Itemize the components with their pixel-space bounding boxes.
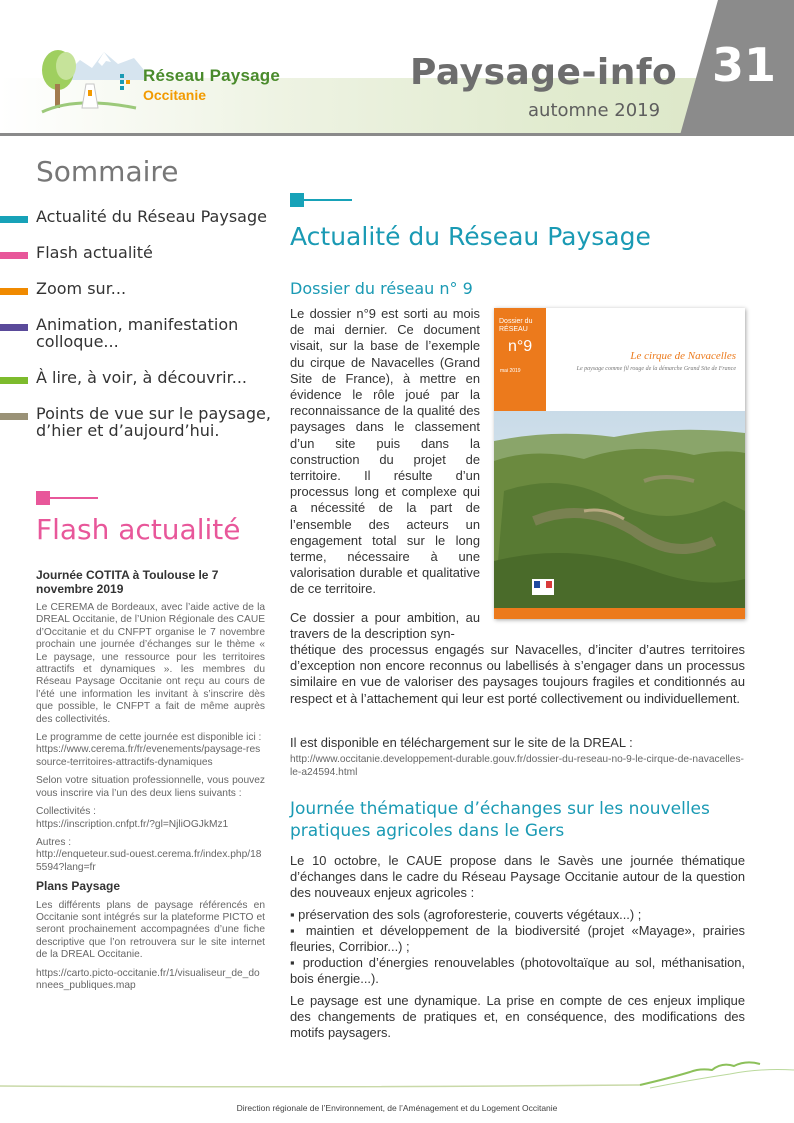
cover-number: n°9	[508, 338, 533, 355]
green-bar-icon	[0, 377, 28, 384]
cotita-program-link[interactable]: Le programme de cette journée est disponible ici : https://www.cerema.fr/fr/evenements/paysage-ressource-territoires-attractifs-dynamiques	[36, 732, 262, 768]
toc-item[interactable]	[0, 316, 275, 350]
issue-number: 31	[712, 38, 777, 92]
cover-footer	[494, 608, 745, 619]
flash-content	[36, 569, 265, 992]
cotita-paragraph: Le CEREMA de Bordeaux, avec l’aide active de la DREAL Occitanie, de l’Union Régionale des CAUE d’Occitanie et du CNFPT organise le 7 novembre prochain une journée d’échanges sur le thème « Le paysage, une ressource pour les territoires attractifs et dynamiques ». les membres du Réseau Paysage Occitanie ont reçu au cours de l’été une information les invitant à s’inscrire dès que possible, le CNFPT a fait de même auprès des collectivités.	[36, 602, 265, 725]
download-text: Il est disponible en téléchargement sur le site de la DREAL :	[290, 735, 633, 750]
toc-label: Zoom sur...	[36, 279, 127, 298]
toc-item[interactable]	[0, 280, 275, 297]
cover-subtitle: Le paysage comme fil rouge de la démarche Grand Site de France	[576, 366, 736, 372]
toc-item[interactable]	[0, 244, 275, 261]
footer-landscape-line-icon	[0, 1058, 794, 1092]
toc-item[interactable]	[0, 208, 275, 225]
pink-bar-icon	[0, 252, 28, 259]
logo-subtitle: Occitanie	[143, 87, 207, 103]
autres-label: Autres :	[36, 836, 72, 848]
journee-heading: Journée thématique d’échanges sur les nouvelles pratiques agricoles dans le Gers	[290, 799, 710, 841]
journee-content	[290, 853, 745, 1046]
orange-bar-icon	[0, 288, 28, 295]
issue-season: automne 2019	[528, 100, 661, 121]
cotita-heading: Journée COTITA à Toulouse le 7 novembre 2019	[36, 568, 219, 596]
collectivites-link[interactable]: https://inscription.cnfpt.fr/?gl=NjliOGJkMz1	[36, 818, 229, 830]
dossier-paragraph-2b: thétique des processus engagés sur Navacelles, d’inciter d’autres territoires d’exception non encore reconnus ou labellisés à s’engager dans un processus similaire en vue de valoriser des paysages toujours fragiles et conditionnés au respect et à l’attachement qui leur est porté collectivement ou individuellement.	[290, 642, 745, 706]
table-of-contents	[0, 208, 275, 439]
journee-bullet: ▪ maintien et développement de la biodiversité (projet «Mayage», prairies fleuries, Corribior...) ;	[290, 922, 745, 955]
journee-bullet: ▪ préservation des sols (agroforesterie, couverts végétaux...) ;	[290, 906, 642, 922]
plans-link[interactable]: https://carto.picto-occitanie.fr/1/visualiseur_de_donnees_publiques.map	[36, 967, 260, 992]
dossier-cover-image[interactable]	[494, 308, 745, 619]
sommaire-title: Sommaire	[36, 155, 179, 188]
reseau-paysage-logo-icon	[36, 36, 146, 116]
journee-bullet: ▪ production d’énergies renouvelables (photovoltaïque au sol, méthanisation, bois énergie...).	[290, 955, 745, 987]
logo-name: Réseau Paysage	[143, 66, 280, 85]
republique-francaise-flag-icon	[532, 579, 554, 595]
purple-bar-icon	[0, 324, 28, 331]
dossier-paragraph-2a: Ce dossier a pour ambition, au travers de la description syn-	[290, 610, 480, 642]
plans-heading: Plans Paysage	[36, 879, 121, 894]
cotita-registration-text: Selon votre situation professionnelle, vous pouvez vous inscrire via l’un des deux liens suivants :	[36, 775, 265, 799]
toc-label: À lire, à voir, à découvrir...	[36, 368, 247, 387]
autres-link[interactable]: http://enqueteur.sud-ouest.cerema.fr/index.php/185594?lang=fr	[36, 849, 262, 873]
footer-credit: Direction régionale de l’Environnement, de l’Aménagement et du Logement Occitanie	[236, 1103, 558, 1113]
teal-bar-icon	[0, 216, 28, 223]
toc-label: Animation, manifestation colloque...	[36, 315, 239, 351]
dossier-heading: Dossier du réseau n° 9	[290, 279, 473, 298]
journee-conclusion: Le paysage est une dynamique. La prise en compte de ces enjeux implique des changements de pratiques et, en conséquence, des modifications des motifs paysagers.	[290, 992, 745, 1041]
toc-label: Points de vue sur le paysage, d’hier et d’aujourd’hui.	[36, 404, 271, 440]
dossier-paragraph: Le dossier n°9 est sorti au mois de mai dernier. Ce document visait, sur la base de l’exemple du cirque de Navacelles (Grand Site de France), à mettre en évidence le rôle joué par la reconnaissance de la qualité des paysages dans le classement d’un site puis dans la construction du projet de territoire. Il résulte d’un processus long et complexe qui a nécessité de la part de l’ensemble des acteurs un engagement total sur le long terme, nécessaire à une valorisation durable et qualitative de ce territoire.	[290, 306, 480, 597]
journee-paragraph: Le 10 octobre, le CAUE propose dans le Savès une journée thématique d’échanges dans le cadre du Réseau Paysage Occitanie autour de la question des nouveaux enjeux agricoles :	[290, 853, 745, 901]
actualite-section-title: Actualité du Réseau Paysage	[290, 222, 651, 251]
toc-item[interactable]	[0, 369, 275, 386]
flash-section-title: Flash actualité	[36, 513, 241, 546]
download-link[interactable]: http://www.occitanie.developpement-durable.gouv.fr/dossier-du-reseau-no-9-le-cirque-de-navacelles-le-a24594.html	[290, 754, 744, 778]
newsletter-title: Paysage-info	[410, 52, 678, 93]
collectivites-label: Collectivités :	[36, 806, 97, 818]
toc-label: Actualité du Réseau Paysage	[36, 207, 267, 226]
plans-paragraph: Les différents plans de paysage référencés en Occitanie sont intégrés sur la plateforme PICTO et seront prochainement accompagnées d’une fiche descriptive que l’on retrouvera sur le site internet de la DREAL Occitanie.	[36, 899, 265, 961]
flash-section-marker	[36, 491, 98, 505]
actualite-section-marker	[290, 193, 352, 207]
cover-date: mai 2019	[500, 368, 521, 374]
header-rule	[0, 133, 794, 136]
cover-title: Le cirque de Navacelles	[630, 350, 736, 362]
toc-item[interactable]	[0, 405, 275, 439]
cover-dossier-label: Dossier du RÉSEAU	[499, 318, 533, 333]
taupe-bar-icon	[0, 413, 28, 420]
page-header	[0, 0, 794, 135]
toc-label: Flash actualité	[36, 243, 153, 262]
